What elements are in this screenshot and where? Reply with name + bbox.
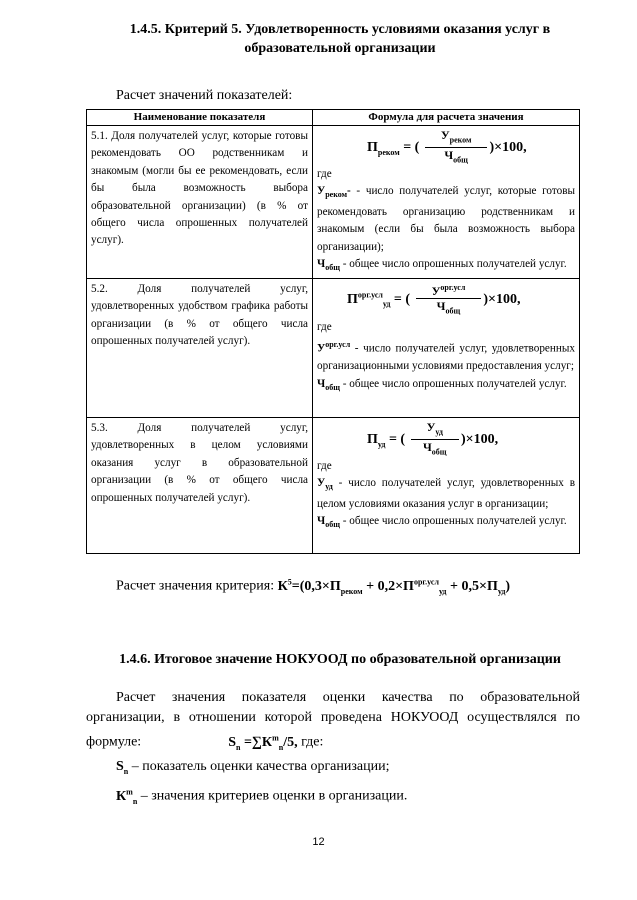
indicator-cell: 5.2. Доля получателей услуг, удовлетворенных удобством графика работы организации (в % от общего числа опрошенных получателей услуг).	[87, 278, 313, 417]
fraction-numerator: У	[431, 283, 441, 298]
criterion-formula-term1-sub: реком	[340, 586, 363, 596]
definition-1	[317, 336, 575, 376]
fraction-denominator-sub: общ	[453, 155, 468, 165]
fraction-denominator: Ч	[422, 440, 432, 455]
fraction-numerator-sub: реком	[449, 135, 472, 145]
formula-tail: )×100,	[489, 140, 527, 156]
definition-2-text: - общее число опрошенных получателей услуг.	[339, 515, 567, 528]
final-def-2-symbol: К	[116, 788, 127, 804]
final-para-line3	[86, 728, 580, 757]
final-def-1-symbol: S	[116, 759, 124, 775]
definition-1-sup: орг.усл	[325, 340, 351, 350]
criterion-formula-term2-sup: орг.усл	[413, 577, 439, 586]
where-label: где	[317, 459, 332, 472]
criterion-formula-term1: =(0,3×П	[291, 578, 341, 594]
fraction-denominator-sub: общ	[431, 447, 447, 457]
fraction	[416, 281, 482, 318]
fraction-numerator-sup: орг.усл	[440, 282, 466, 292]
fraction-numerator: У	[426, 419, 436, 434]
fraction-numerator-sub: уд	[435, 427, 443, 437]
fraction-denominator: Ч	[436, 298, 446, 313]
final-formula-k-sup: m	[272, 733, 279, 742]
formula: $П_{уд}$ = ( $\frac{У_{уд}}{Ч_{общ}}$ )×100,	[317, 420, 575, 458]
final-def-1-text: – показатель оценки качества организации;	[128, 759, 390, 775]
calc-values-label: Расчет значений показателей:	[116, 88, 293, 103]
final-para-formula-suffix: где:	[297, 734, 324, 750]
definition-1	[317, 475, 575, 513]
criterion-formula-term2-sub: уд	[438, 586, 447, 596]
definition-2-sub: общ	[325, 383, 340, 393]
page-number: 12	[312, 836, 325, 848]
fraction-numerator: У	[440, 128, 450, 142]
final-def-1	[86, 757, 580, 782]
definition-1-sub: реком	[325, 190, 348, 200]
indicator-cell: 5.3. Доля получателей услуг, удовлетворенных в целом условиями оказания услуг в образовательной организации (в % от общего числа опрошенных получателей услуг).	[87, 417, 313, 553]
final-def-2-sub: n	[132, 796, 138, 806]
table-row	[87, 417, 580, 553]
definition-1-symbol: У	[317, 343, 326, 356]
final-formula-s: S	[228, 734, 236, 750]
definition-2-sub: общ	[325, 520, 340, 530]
definition-1-text: - число получателей услуг, которые готовы рекомендовать организацию родственникам и знакомым (если бы была возможность выбора организации);	[317, 185, 575, 253]
definition-1-symbol: У	[317, 185, 326, 198]
formula: $П_{реком}$ = ( $\frac{У_{реком}}{Ч_{общ}}$ )×100,	[317, 128, 575, 166]
formula: $П^{орг.усл}_{уд}$ = ( $\frac{У^{орг.усл}}{Ч_{общ}}$ )×100,	[317, 281, 575, 319]
where-label: где	[317, 320, 332, 333]
final-def-2-sup: m	[126, 787, 133, 797]
formula-cell	[313, 278, 580, 417]
definition-2-text: - общее число опрошенных получателей услуг.	[339, 258, 567, 271]
formula-cell	[313, 126, 580, 279]
final-para-formula-prefix: формуле:	[86, 734, 142, 750]
final-def-2	[86, 782, 580, 811]
definition-2	[317, 376, 575, 397]
table-row	[87, 126, 580, 279]
final-formula-sum-k: =∑К	[240, 734, 273, 750]
table-row	[87, 278, 580, 417]
final-para-line2: организации, в отношении которой проведена НОКУООД осуществлялся по	[86, 710, 580, 725]
formula-tail: )×100,	[483, 291, 521, 307]
definition-2-sub: общ	[325, 263, 340, 273]
indicator-cell: 5.1. Доля получателей услуг, которые готовы рекомендовать ОО родственникам и знакомым (могли бы ее рекомендовать, если бы была возможность выбора образовательной организации) (в % от общего числа опрошенных получателей услуг).	[87, 126, 313, 279]
criterion-formula-term3: + 0,5×П	[446, 578, 498, 594]
definition-2-symbol: Ч	[317, 258, 326, 271]
formula-tail: )×100,	[460, 432, 499, 448]
formula-lhs-sub: уд	[382, 299, 391, 309]
fraction-denominator: Ч	[444, 148, 454, 163]
criterion-formula-close: )	[505, 578, 511, 594]
final-paragraph	[86, 688, 580, 812]
criterion-formula-term2: + 0,2×П	[362, 578, 414, 594]
final-para-line1: Расчет значения показателя оценки качества по образовательной	[116, 690, 580, 705]
formula-lhs-sub: уд	[377, 439, 386, 449]
final-formula-s-sub: n	[236, 742, 241, 752]
formula-lhs: П	[367, 432, 378, 448]
definition-1-sub: уд	[325, 482, 333, 492]
fraction-denominator-sub: общ	[445, 306, 461, 316]
definition-2-symbol: Ч	[317, 377, 326, 390]
definition-1: $У_{реком}-$ - число получателей услуг, которые готовы рекомендовать организацию родственникам и знакомым (если бы была возможность выбора организации);	[317, 185, 575, 253]
definition-2	[317, 513, 575, 534]
section-146-heading: 1.4.6. Итоговое значение НОКУООД по образовательной организации	[119, 652, 561, 667]
criterion-calc-prefix: Расчет значения критерия:	[116, 578, 278, 594]
indicators-table	[86, 109, 580, 554]
final-formula-div: /5,	[283, 734, 298, 750]
criterion-formula-k-sup: 5	[287, 577, 292, 586]
table-header-row	[87, 110, 580, 126]
final-def-2-text: – значения критериев оценки в организации.	[137, 788, 408, 804]
final-def-1-sub: n	[123, 767, 129, 777]
definition-1-text: - число получателей услуг, удовлетворенных организационными условиями предоставления услуг;	[317, 343, 575, 373]
table-header-formula: Формула для расчета значения	[313, 110, 580, 126]
formula-cell	[313, 417, 580, 553]
fraction	[411, 420, 459, 460]
where-label: где	[317, 168, 332, 180]
definition-2-text: - общее число опрошенных получателей услуг.	[339, 377, 567, 390]
final-formula-k-sub: n	[278, 742, 284, 752]
section-145-line1: 1.4.5. Критерий 5. Удовлетворенность условиями оказания услуг в	[129, 22, 551, 37]
section-145-line2: образовательной организации	[244, 41, 436, 56]
formula-lhs: П	[347, 291, 358, 307]
criterion-formula-term3-sub: уд	[497, 586, 506, 596]
definition-2	[317, 256, 575, 277]
formula-lhs-sub: реком	[377, 147, 400, 157]
definition-1-text: - число получателей услуг, удовлетворенных в целом условиями оказания услуг в организации;	[317, 477, 575, 510]
definition-2-symbol: Ч	[317, 515, 326, 528]
formula-lhs-sup: орг.усл	[357, 290, 383, 300]
definition-1-symbol: У	[317, 477, 326, 490]
criterion-calc-line	[116, 572, 510, 601]
formula-lhs: П	[367, 140, 378, 156]
section-145-heading	[60, 20, 620, 58]
fraction	[425, 128, 488, 168]
criterion-formula-k: К	[277, 578, 288, 594]
table-header-indicator: Наименование показателя	[87, 110, 313, 126]
